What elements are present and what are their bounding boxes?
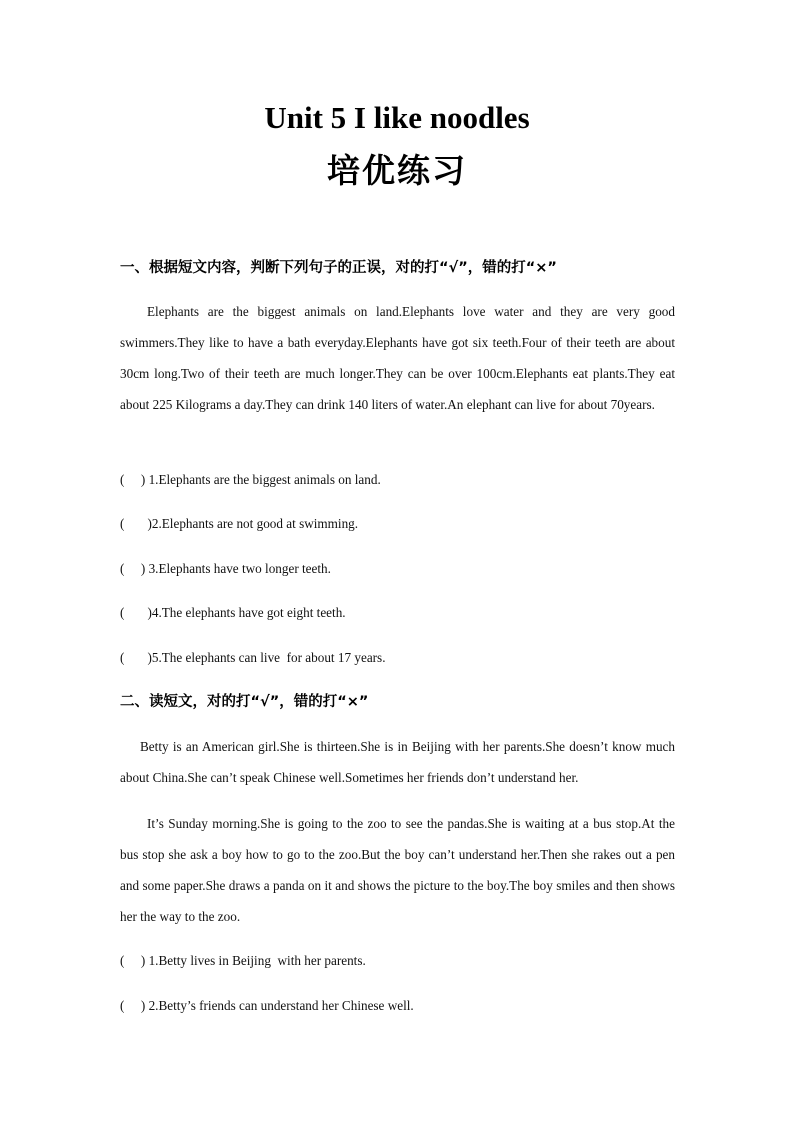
section1-heading: 一、根据短文内容，判断下列句子的正误，对的打“√”，错的打“×”: [120, 260, 557, 276]
section2-paragraph-2: It’s Sunday morning.She is going to the zoo to see the pandas.She is waiting at a bus stop.At the bus stop she ask a boy how to go to the zoo.But the boy can’t understand her.Then she rakes out a pen and some paper.She draws a panda on it and shows the picture to the boy.The boy smiles and then shows her the way to the zoo.: [120, 816, 675, 924]
section2-question-2: ( ) 2.Betty’s friends can understand her Chinese well.: [120, 998, 414, 1013]
section2-heading: 二、读短文，对的打“√”，错的打“×”: [120, 694, 369, 710]
page-title: Unit 5 I like noodles: [264, 100, 530, 135]
section1-question-4: ( )4.The elephants have got eight teeth.: [120, 605, 346, 620]
section1-question-1: ( ) 1.Elephants are the biggest animals on land.: [120, 472, 381, 487]
section2-paragraph-1: Betty is an American girl.She is thirteen.She is in Beijing with her parents.She doesn’t know much about China.She can’t speak Chinese well.Sometimes her friends don’t understand her.: [120, 739, 675, 785]
section1-question-3: ( ) 3.Elephants have two longer teeth.: [120, 561, 331, 576]
section1-passage: Elephants are the biggest animals on land.Elephants love water and they are very good swimmers.They like to have a bath everyday.Elephants have got six teeth.Four of their teeth are about 30cm long.Two of their teeth are much longer.They can be over 100cm.Elephants eat plants.They eat about 225 Kilograms a day.They can drink 140 liters of water.An elephant can live for about 70years.: [120, 304, 675, 412]
section1-question-2: ( )2.Elephants are not good at swimming.: [120, 516, 359, 531]
section1-question-5: ( )5.The elephants can live for about 17 years.: [120, 650, 386, 665]
section2-question-1: ( ) 1.Betty lives in Beijing with her parents.: [120, 953, 366, 968]
page-subtitle: 培优练习: [327, 154, 467, 190]
